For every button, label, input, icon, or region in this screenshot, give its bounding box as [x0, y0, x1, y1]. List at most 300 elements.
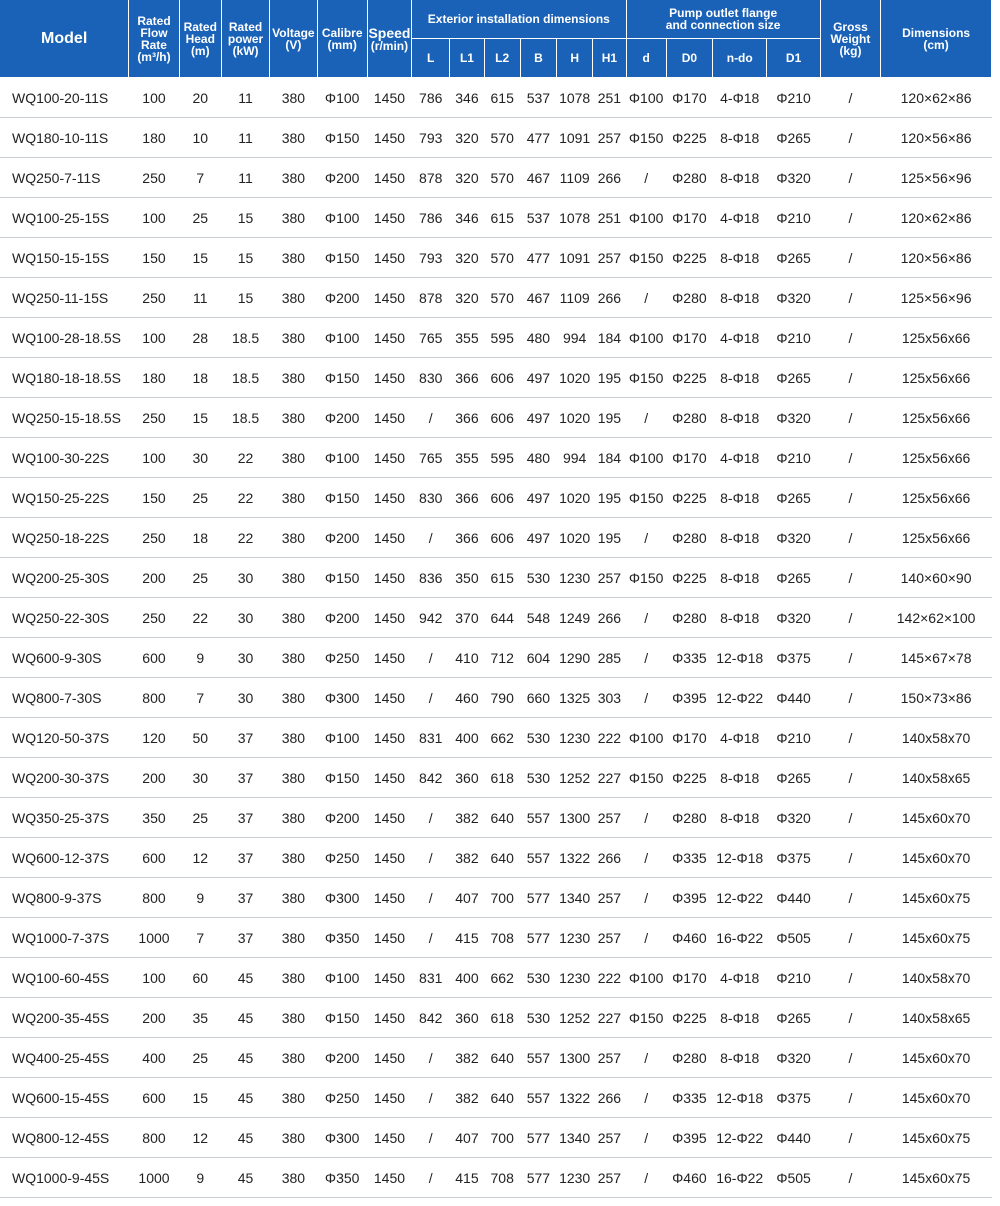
table-cell: 1450: [367, 638, 411, 678]
table-header: [0, 0, 992, 78]
table-cell: 15: [221, 278, 269, 318]
model-cell: WQ350-25-37S: [0, 798, 129, 838]
table-cell: Φ280: [666, 158, 712, 198]
table-cell: 184: [593, 438, 626, 478]
table-cell: 125x56x66: [881, 438, 992, 478]
table-cell: Φ150: [626, 478, 666, 518]
table-cell: Φ320: [767, 1038, 820, 1078]
table-cell: 4-Φ18: [713, 78, 767, 118]
table-cell: 380: [270, 758, 317, 798]
table-cell: Φ210: [767, 958, 820, 998]
table-cell: 266: [593, 598, 626, 638]
table-cell: Φ320: [767, 798, 820, 838]
table-cell: 994: [557, 318, 593, 358]
table-cell: 145x60x70: [881, 798, 992, 838]
table-cell: Φ265: [767, 118, 820, 158]
table-cell: 8-Φ18: [713, 358, 767, 398]
table-cell: 1300: [557, 798, 593, 838]
table-cell: Φ100: [626, 318, 666, 358]
table-cell: Φ300: [317, 678, 367, 718]
table-cell: /: [820, 878, 880, 918]
model-cell: WQ800-12-45S: [0, 1118, 129, 1158]
table-cell: /: [820, 198, 880, 238]
table-cell: 303: [593, 678, 626, 718]
table-cell: 350: [129, 798, 179, 838]
table-cell: 45: [221, 1118, 269, 1158]
table-cell: /: [626, 918, 666, 958]
table-cell: /: [820, 678, 880, 718]
table-cell: /: [820, 798, 880, 838]
table-cell: 831: [412, 958, 450, 998]
table-cell: Φ265: [767, 358, 820, 398]
table-cell: 320: [450, 238, 484, 278]
table-cell: 4-Φ18: [713, 198, 767, 238]
table-cell: 8-Φ18: [713, 798, 767, 838]
table-cell: 380: [270, 1078, 317, 1118]
table-row: [0, 518, 992, 558]
table-cell: 366: [450, 478, 484, 518]
table-cell: 20: [179, 78, 221, 118]
table-cell: /: [820, 1078, 880, 1118]
table-cell: Φ280: [666, 278, 712, 318]
table-cell: 382: [450, 1038, 484, 1078]
table-cell: 1450: [367, 78, 411, 118]
table-cell: 11: [221, 78, 269, 118]
model-cell: WQ200-25-30S: [0, 558, 129, 598]
table-cell: 640: [484, 798, 520, 838]
table-cell: Φ225: [666, 758, 712, 798]
table-cell: 360: [450, 758, 484, 798]
table-cell: /: [626, 678, 666, 718]
table-cell: 30: [179, 758, 221, 798]
table-cell: 25: [179, 478, 221, 518]
table-cell: 382: [450, 1078, 484, 1118]
table-cell: 595: [484, 318, 520, 358]
table-cell: /: [412, 878, 450, 918]
table-cell: 8-Φ18: [713, 758, 767, 798]
table-cell: 30: [221, 638, 269, 678]
table-cell: 37: [221, 838, 269, 878]
table-cell: 577: [520, 918, 556, 958]
table-cell: 145×67×78: [881, 638, 992, 678]
table-cell: 4-Φ18: [713, 718, 767, 758]
table-cell: 842: [412, 758, 450, 798]
model-cell: WQ250-15-18.5S: [0, 398, 129, 438]
table-cell: 600: [129, 638, 179, 678]
col-d0-header: D0: [666, 39, 712, 78]
table-cell: 125x56x66: [881, 398, 992, 438]
table-cell: Φ350: [317, 918, 367, 958]
table-cell: Φ280: [666, 518, 712, 558]
table-cell: 577: [520, 878, 556, 918]
table-row: [0, 478, 992, 518]
table-cell: /: [820, 958, 880, 998]
table-cell: 45: [221, 998, 269, 1038]
model-cell: WQ180-10-11S: [0, 118, 129, 158]
table-cell: /: [412, 638, 450, 678]
model-cell: WQ250-11-15S: [0, 278, 129, 318]
table-cell: Φ505: [767, 1158, 820, 1198]
table-cell: 497: [520, 358, 556, 398]
table-cell: 140x58x65: [881, 758, 992, 798]
table-cell: 460: [450, 678, 484, 718]
table-cell: /: [820, 1118, 880, 1158]
table-cell: Φ335: [666, 838, 712, 878]
table-cell: 11: [179, 278, 221, 318]
table-cell: 200: [129, 758, 179, 798]
table-cell: 786: [412, 78, 450, 118]
table-cell: 1450: [367, 518, 411, 558]
table-cell: 22: [179, 598, 221, 638]
table-cell: 1450: [367, 678, 411, 718]
table-cell: 266: [593, 158, 626, 198]
table-row: [0, 558, 992, 598]
model-cell: WQ100-20-11S: [0, 78, 129, 118]
table-cell: /: [412, 798, 450, 838]
table-cell: 257: [593, 798, 626, 838]
table-cell: 12-Φ18: [713, 838, 767, 878]
table-cell: 1450: [367, 438, 411, 478]
table-row: [0, 198, 992, 238]
table-cell: Φ210: [767, 198, 820, 238]
table-cell: Φ375: [767, 638, 820, 678]
table-cell: 604: [520, 638, 556, 678]
table-cell: 1450: [367, 1158, 411, 1198]
table-cell: 1020: [557, 398, 593, 438]
table-cell: 145x60x70: [881, 1078, 992, 1118]
table-cell: 380: [270, 878, 317, 918]
table-cell: Φ250: [317, 638, 367, 678]
table-cell: /: [820, 758, 880, 798]
table-cell: 195: [593, 358, 626, 398]
table-cell: /: [626, 158, 666, 198]
table-cell: 1450: [367, 798, 411, 838]
table-cell: 9: [179, 878, 221, 918]
table-cell: 145x60x75: [881, 918, 992, 958]
table-row: [0, 318, 992, 358]
table-cell: 1450: [367, 718, 411, 758]
table-cell: 250: [129, 158, 179, 198]
table-cell: /: [820, 558, 880, 598]
table-cell: 8-Φ18: [713, 278, 767, 318]
table-cell: /: [820, 118, 880, 158]
table-row: [0, 838, 992, 878]
table-cell: 25: [179, 198, 221, 238]
table-row: [0, 758, 992, 798]
table-row: [0, 398, 992, 438]
table-cell: 1091: [557, 118, 593, 158]
table-cell: 786: [412, 198, 450, 238]
col-l1-header: L1: [450, 39, 484, 78]
table-cell: Φ200: [317, 158, 367, 198]
table-cell: /: [412, 518, 450, 558]
table-cell: 1290: [557, 638, 593, 678]
table-cell: 497: [520, 398, 556, 438]
table-cell: 830: [412, 358, 450, 398]
table-cell: 257: [593, 1038, 626, 1078]
table-row: [0, 918, 992, 958]
table-row: [0, 78, 992, 118]
table-row: [0, 438, 992, 478]
table-cell: 380: [270, 558, 317, 598]
table-cell: Φ150: [317, 478, 367, 518]
table-cell: 477: [520, 118, 556, 158]
table-cell: /: [820, 398, 880, 438]
table-cell: /: [820, 78, 880, 118]
table-cell: 615: [484, 78, 520, 118]
table-cell: 1230: [557, 558, 593, 598]
table-cell: 407: [450, 878, 484, 918]
table-cell: 12-Φ18: [713, 638, 767, 678]
table-cell: 1230: [557, 1158, 593, 1198]
table-cell: Φ250: [317, 1078, 367, 1118]
table-cell: 1450: [367, 278, 411, 318]
table-cell: 600: [129, 1078, 179, 1118]
table-cell: 257: [593, 238, 626, 278]
table-cell: 1450: [367, 1038, 411, 1078]
table-cell: 480: [520, 438, 556, 478]
model-cell: WQ600-15-45S: [0, 1078, 129, 1118]
model-cell: WQ100-60-45S: [0, 958, 129, 998]
table-cell: 12-Φ22: [713, 878, 767, 918]
col-l-header: L: [412, 39, 450, 78]
table-cell: /: [412, 398, 450, 438]
table-cell: 1450: [367, 238, 411, 278]
table-cell: Φ250: [317, 838, 367, 878]
table-cell: 530: [520, 718, 556, 758]
table-cell: 266: [593, 278, 626, 318]
table-cell: 615: [484, 558, 520, 598]
table-row: [0, 598, 992, 638]
table-cell: 830: [412, 478, 450, 518]
table-cell: Φ265: [767, 558, 820, 598]
table-cell: 100: [129, 958, 179, 998]
table-cell: 1450: [367, 398, 411, 438]
table-cell: 195: [593, 478, 626, 518]
table-cell: 140×60×90: [881, 558, 992, 598]
table-row: [0, 1038, 992, 1078]
table-cell: 366: [450, 398, 484, 438]
table-cell: 712: [484, 638, 520, 678]
model-cell: WQ200-35-45S: [0, 998, 129, 1038]
table-cell: 140x58x65: [881, 998, 992, 1038]
table-cell: 4-Φ18: [713, 318, 767, 358]
table-cell: 1000: [129, 918, 179, 958]
table-cell: 12-Φ18: [713, 1078, 767, 1118]
table-cell: 100: [129, 318, 179, 358]
model-cell: WQ600-9-30S: [0, 638, 129, 678]
table-cell: 380: [270, 358, 317, 398]
table-cell: Φ170: [666, 438, 712, 478]
table-cell: 8-Φ18: [713, 1038, 767, 1078]
table-cell: 8-Φ18: [713, 518, 767, 558]
table-row: [0, 638, 992, 678]
table-cell: 942: [412, 598, 450, 638]
table-cell: /: [820, 278, 880, 318]
col-d1-header: D1: [767, 39, 820, 78]
table-cell: 557: [520, 838, 556, 878]
table-cell: /: [820, 238, 880, 278]
table-cell: 45: [221, 1078, 269, 1118]
table-cell: 11: [221, 118, 269, 158]
table-row: [0, 1118, 992, 1158]
table-cell: 15: [179, 238, 221, 278]
table-cell: 1078: [557, 78, 593, 118]
table-cell: /: [820, 1038, 880, 1078]
table-cell: Φ280: [666, 1038, 712, 1078]
model-cell: WQ100-25-15S: [0, 198, 129, 238]
table-cell: 1450: [367, 158, 411, 198]
table-cell: Φ150: [626, 758, 666, 798]
table-cell: Φ170: [666, 198, 712, 238]
table-cell: Φ150: [626, 118, 666, 158]
table-cell: /: [820, 718, 880, 758]
table-cell: 380: [270, 998, 317, 1038]
table-cell: Φ280: [666, 398, 712, 438]
table-cell: 1450: [367, 918, 411, 958]
table-cell: 250: [129, 598, 179, 638]
table-cell: 7: [179, 158, 221, 198]
table-cell: 1249: [557, 598, 593, 638]
table-cell: Φ200: [317, 398, 367, 438]
table-cell: 595: [484, 438, 520, 478]
table-cell: 1078: [557, 198, 593, 238]
model-cell: WQ150-15-15S: [0, 238, 129, 278]
table-cell: 548: [520, 598, 556, 638]
table-cell: 360: [450, 998, 484, 1038]
table-cell: /: [820, 438, 880, 478]
model-cell: WQ400-25-45S: [0, 1038, 129, 1078]
table-cell: 250: [129, 398, 179, 438]
table-cell: 125x56x66: [881, 478, 992, 518]
table-cell: /: [412, 838, 450, 878]
table-cell: Φ320: [767, 278, 820, 318]
table-cell: 497: [520, 478, 556, 518]
col-d-header: d: [626, 39, 666, 78]
table-cell: 700: [484, 1118, 520, 1158]
table-cell: 16-Φ22: [713, 918, 767, 958]
table-cell: 355: [450, 438, 484, 478]
table-cell: 480: [520, 318, 556, 358]
voltage-header: Voltage (V): [270, 0, 317, 78]
table-cell: 184: [593, 318, 626, 358]
table-cell: 1230: [557, 958, 593, 998]
table-cell: 557: [520, 1038, 556, 1078]
table-cell: 467: [520, 158, 556, 198]
table-cell: Φ350: [317, 1158, 367, 1198]
table-cell: /: [626, 798, 666, 838]
table-cell: 1450: [367, 558, 411, 598]
table-cell: 266: [593, 1078, 626, 1118]
table-cell: 1450: [367, 598, 411, 638]
col-b-header: B: [520, 39, 556, 78]
table-cell: 1325: [557, 678, 593, 718]
table-cell: 644: [484, 598, 520, 638]
table-cell: 120×62×86: [881, 78, 992, 118]
table-cell: Φ200: [317, 518, 367, 558]
table-cell: Φ100: [626, 718, 666, 758]
table-cell: 100: [129, 78, 179, 118]
table-cell: 1450: [367, 478, 411, 518]
table-cell: 842: [412, 998, 450, 1038]
table-cell: 8-Φ18: [713, 478, 767, 518]
table-cell: 708: [484, 1158, 520, 1198]
table-cell: 1230: [557, 918, 593, 958]
table-cell: 25: [179, 1038, 221, 1078]
table-cell: 570: [484, 278, 520, 318]
table-cell: Φ170: [666, 318, 712, 358]
table-cell: 227: [593, 758, 626, 798]
table-cell: 1091: [557, 238, 593, 278]
table-cell: 251: [593, 198, 626, 238]
table-cell: 1109: [557, 278, 593, 318]
table-cell: 18.5: [221, 318, 269, 358]
table-cell: 1450: [367, 1118, 411, 1158]
table-cell: 346: [450, 198, 484, 238]
table-cell: 12-Φ22: [713, 1118, 767, 1158]
table-cell: 30: [221, 598, 269, 638]
table-cell: Φ200: [317, 1038, 367, 1078]
table-cell: 37: [221, 878, 269, 918]
table-cell: Φ225: [666, 998, 712, 1038]
table-cell: 28: [179, 318, 221, 358]
table-cell: 125x56x66: [881, 518, 992, 558]
table-cell: Φ265: [767, 478, 820, 518]
table-cell: 22: [221, 518, 269, 558]
table-cell: Φ440: [767, 878, 820, 918]
table-cell: Φ280: [666, 798, 712, 838]
col-l2-header: L2: [484, 39, 520, 78]
table-cell: /: [412, 1038, 450, 1078]
table-row: [0, 278, 992, 318]
table-cell: 45: [221, 1038, 269, 1078]
table-cell: 7: [179, 678, 221, 718]
table-cell: 380: [270, 158, 317, 198]
table-cell: Φ200: [317, 598, 367, 638]
table-row: [0, 678, 992, 718]
table-cell: 150: [129, 478, 179, 518]
table-cell: 640: [484, 1078, 520, 1118]
table-cell: Φ150: [317, 758, 367, 798]
table-row: [0, 158, 992, 198]
table-cell: /: [820, 638, 880, 678]
table-cell: 1450: [367, 198, 411, 238]
table-cell: Φ100: [317, 78, 367, 118]
table-cell: 22: [221, 438, 269, 478]
table-cell: /: [626, 638, 666, 678]
table-cell: 415: [450, 1158, 484, 1198]
col-h1-header: H1: [593, 39, 626, 78]
table-cell: 618: [484, 758, 520, 798]
table-cell: 800: [129, 878, 179, 918]
exterior-dimensions-header: Exterior installation dimensions: [412, 0, 626, 39]
table-cell: 120: [129, 718, 179, 758]
table-cell: 380: [270, 238, 317, 278]
table-cell: 320: [450, 118, 484, 158]
table-cell: Φ375: [767, 1078, 820, 1118]
table-cell: /: [626, 518, 666, 558]
table-cell: 8-Φ18: [713, 598, 767, 638]
table-cell: Φ265: [767, 998, 820, 1038]
table-cell: 878: [412, 278, 450, 318]
table-cell: Φ150: [317, 998, 367, 1038]
table-cell: 12: [179, 1118, 221, 1158]
table-row: [0, 358, 992, 398]
col-n-do-header: n-do: [713, 39, 767, 78]
table-cell: 257: [593, 558, 626, 598]
table-cell: 1020: [557, 358, 593, 398]
table-cell: /: [820, 598, 880, 638]
